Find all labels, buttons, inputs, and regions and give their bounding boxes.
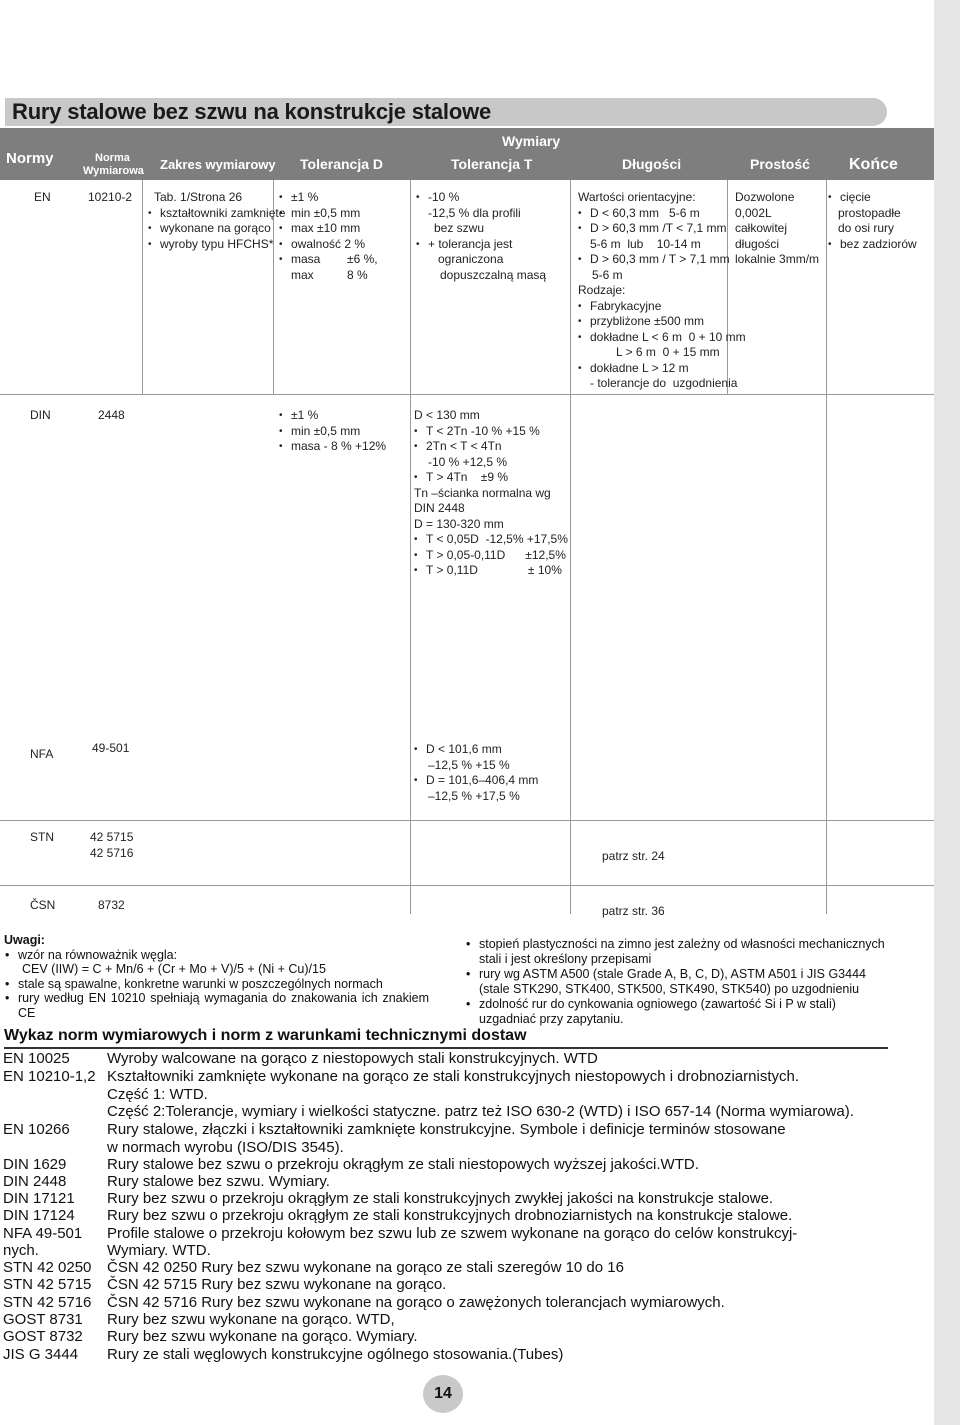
en-tol-d-item: • max ±10 mm (279, 221, 378, 237)
en-konce-item: • cięcie (828, 190, 917, 206)
standard-description: Profile stalowe o przekroju kołowym bez szwu lub ze szwem wykonane na gorąco do celów konstrukcyj- (107, 1225, 798, 1242)
din-tol-t-line: Tn –ścianka normalna wg (414, 485, 551, 500)
header-tol-t: Tolerancja T (451, 156, 533, 172)
en-dlugosci-item: • przybliżone ±500 mm (578, 314, 746, 330)
standard-code: EN 10266 (3, 1121, 70, 1138)
en-tol-t-line: ograniczona (438, 252, 504, 266)
en-dlugosci-line: 5-6 m (592, 267, 623, 282)
en-konce-item: • bez zadziorów (828, 237, 917, 253)
standard-description: Rury ze stali węglowych konstrukcyjne ogólnego stosowania.(Tubes) (107, 1346, 564, 1363)
standards-title: Wykaz norm wymiarowych i norm z warunkami technicznymi dostaw (4, 1027, 527, 1044)
din-tol-d (279, 408, 386, 455)
en-konce (828, 190, 917, 252)
standard-description: Rury stalowe bez szwu o przekroju okrągłym ze stali niestopowych wyższej jakości.WTD. (107, 1156, 699, 1173)
stn-note: patrz str. 24 (602, 849, 665, 863)
en-tol-d-item: • masa ±6 %, (279, 252, 378, 268)
side-bar (934, 0, 960, 1425)
stn-number-line: 42 5716 (90, 845, 134, 860)
standard-code: GOST 8731 (3, 1311, 83, 1328)
header-dlugosci: Długości (622, 156, 682, 172)
nfa-tol-t-line: –12,5 % +15 % (428, 757, 510, 772)
header-wymiary: Wymiary (502, 133, 561, 149)
notes-right (465, 937, 890, 1027)
standard-description: Rury bez szwu wykonane na gorąco. WTD, (107, 1311, 395, 1328)
header-wymiarowa: Wymiarowa (83, 165, 144, 177)
note-item: • rury według EN 10210 spełniają wymagania do znakowania ich znakiem CE (4, 991, 429, 1020)
standard-code: STN 42 5716 (3, 1294, 92, 1311)
standard-description: Rury stalowe bez szwu. Wymiary. (107, 1173, 330, 1190)
csn-note: patrz str. 36 (602, 904, 665, 918)
stn-number-line: 42 5715 (90, 830, 134, 844)
standard-code: EN 10210-1,2 (3, 1068, 96, 1085)
standard-description: Część 2:Tolerancje, wymiary i wielkości statyczne. patrz też ISO 630-2 (WTD) i ISO 657-14 (Norma wymiarowa). (107, 1103, 854, 1120)
standard-code: JIS G 3444 (3, 1346, 79, 1363)
standard-code: DIN 17124 (3, 1207, 75, 1224)
en-prostosc (735, 190, 819, 268)
nfa-tol-t-item: • D < 101,6 mm (414, 742, 538, 758)
csn-number: 8732 (98, 898, 125, 912)
en-dlugosci-item: • dokładne L > 12 m (578, 361, 746, 377)
standard-description: Wymiary. WTD. (107, 1242, 211, 1259)
din-tol-d-item: • masa - 8 % +12% (279, 439, 386, 455)
din-tol-t-line: D < 130 mm (414, 408, 480, 422)
standard-code: DIN 17121 (3, 1190, 75, 1207)
en-konce-line: prostopadłe (838, 205, 901, 220)
en-prostosc-line: całkowitej (735, 221, 788, 235)
en-dlugosci-line: Wartości orientacyjne: (578, 190, 696, 204)
standard-description: Rury bez szwu o przekroju okrągłym ze stali konstrukcyjnych drobnoziarnistych na konstrukcje stalowe. (107, 1207, 793, 1224)
note-item: • zdolność rur do cynkowania ogniowego (zawartość Si i P w stali) uzgadniać przy zapytaniu. (465, 997, 890, 1027)
standard-description: Rury bez szwu o przekroju okrągłym ze stali konstrukcyjnych zwykłej jakości na konstrukcje stalowe. (107, 1190, 774, 1207)
nfa-tol-t-item: • D = 101,6–406,4 mm (414, 773, 538, 789)
din-tol-t-item: • T < 0,05D -12,5% +17,5% (414, 532, 568, 548)
standard-code: STN 42 5715 (3, 1276, 92, 1293)
en-tol-t-item: • -10 % (416, 190, 546, 206)
en-tol-d-line: max 8 % (291, 267, 368, 282)
header-tol-d: Tolerancja D (300, 156, 383, 172)
note-item: • stale są spawalne, konkretne warunki w poszczególnych normach (4, 977, 429, 992)
en-dlugosci-item: • dokładne L < 6 m 0 + 10 mm (578, 330, 746, 346)
nfa-tol-t-line: –12,5 % +17,5 % (428, 788, 520, 803)
din-norm: DIN (30, 408, 51, 422)
din-tol-t-item: • T > 4Tn ±9 % (414, 470, 568, 486)
csn-norm: ČSN (30, 898, 56, 912)
en-prostosc-line: Dozwolone (735, 190, 795, 204)
grid-line (570, 180, 571, 914)
en-dlugosci-item: • D > 60,3 mm /T < 7,1 mm (578, 221, 746, 237)
en-zakres-line: Tab. 1/Strona 26 (154, 190, 243, 204)
en-tol-t-item: • + tolerancja jest (416, 237, 546, 253)
standard-description: Kształtowniki zamknięte wykonane na gorąco ze stali konstrukcyjnych niestopowych i drobnoziarnistych. (107, 1068, 799, 1085)
header-norma: Norma (95, 152, 130, 164)
din-number: 2448 (98, 408, 125, 422)
grid-line (0, 394, 934, 395)
standard-description: Część 1: WTD. (107, 1086, 208, 1103)
stn-norm: STN (30, 830, 54, 844)
nfa-norm: NFA (30, 747, 54, 761)
standard-code: STN 42 0250 (3, 1259, 92, 1276)
en-dlugosci-item: • D < 60,3 mm 5-6 m (578, 206, 746, 222)
notes-title: Uwagi: (4, 933, 45, 947)
note-formula: CEV (IIW) = C + Mn/6 + (Cr + Mo + V)/5 + (Ni + Cu)/15 (22, 962, 326, 976)
grid-line (410, 180, 411, 914)
en-konce-line: do osi rury (838, 221, 895, 235)
en-tol-d-item: • min ±0,5 mm (279, 206, 378, 222)
en-number: 10210-2 (88, 190, 133, 204)
din-tol-t-item: • T > 0,11D ± 10% (414, 563, 568, 579)
standard-code: nych. (3, 1242, 39, 1259)
en-zakres-item: • wykonane na gorąco (148, 221, 285, 237)
notes-left (4, 933, 429, 1020)
header-konce: Końce (849, 156, 898, 173)
en-dlugosci-line: 5-6 m lub 10-14 m (590, 236, 701, 251)
din-tol-d-item: • min ±0,5 mm (279, 424, 386, 440)
en-zakres (148, 190, 285, 252)
header-prostosc: Prostość (750, 156, 810, 172)
note-item: • rury wg ASTM A500 (stale Grade A, B, C, D), ASTM A501 i JIS G3444 (stale STK290, STK400, STK500, STK490, STK540) po uzgodnieniu (465, 967, 890, 997)
en-norm: EN (34, 190, 51, 204)
din-tol-t-item: • T > 0,05-0,11D ±12,5% (414, 548, 568, 564)
din-tol-t-line: D = 130-320 mm (414, 516, 504, 531)
grid-line (826, 180, 827, 914)
note-item: • wzór na równoważnik węgla: (4, 948, 429, 963)
en-prostosc-line: 0,002L (735, 205, 772, 220)
grid-line (0, 820, 934, 821)
en-tol-t (416, 190, 546, 283)
en-dlugosci-line: - tolerancje do uzgodnienia (590, 376, 738, 390)
standard-description: Rury bez szwu wykonane na gorąco. Wymiary. (107, 1328, 418, 1345)
divider (4, 1047, 888, 1049)
en-tol-d-item: • owalność 2 % (279, 237, 378, 253)
standard-description: ČSN 42 5715 Rury bez szwu wykonane na gorąco. (107, 1276, 447, 1293)
nfa-tol-t (414, 742, 538, 804)
en-dlugosci-line: Rodzaje: (578, 283, 626, 297)
standard-description: ČSN 42 0250 Rury bez szwu wykonane na gorąco ze stali szeregów 10 do 16 (107, 1259, 624, 1276)
en-dlugosci-item: • Fabrykacyjne (578, 299, 746, 315)
standard-description: Rury stalowe, złączki i kształtowniki zamknięte konstrukcyjne. Symbole i definicje terminów stosowane (107, 1121, 786, 1138)
din-tol-t-item: • 2Tn < T < 4Tn (414, 439, 568, 455)
standard-description: ČSN 42 5716 Rury bez szwu wykonane na gorąco o zawężonych tolerancjach wymiarowych. (107, 1294, 725, 1311)
standard-code: GOST 8732 (3, 1328, 83, 1345)
stn-number (90, 830, 133, 861)
standard-description: Wyroby walcowane na gorąco z niestopowych stali konstrukcyjnych. WTD (107, 1050, 598, 1067)
standard-code: DIN 2448 (3, 1173, 67, 1190)
din-tol-d-item: • ±1 % (279, 408, 386, 424)
en-dlugosci (578, 190, 746, 392)
en-dlugosci-item: • D > 60,3 mm / T > 7,1 mm (578, 252, 746, 268)
en-tol-t-line: bez szwu (434, 221, 485, 235)
en-tol-d (279, 190, 378, 283)
nfa-number: 49-501 (92, 741, 130, 755)
note-item: • stopień plastyczności na zimno jest zależny od własności mechanicznych stali i jest określony przepisami (465, 937, 890, 967)
en-tol-t-line: -12,5 % dla profili (428, 205, 521, 220)
en-zakres-item: • kształtowniki zamknięte (148, 206, 285, 222)
header-normy: Normy (6, 150, 54, 167)
din-tol-t-line: -10 % +12,5 % (428, 454, 508, 469)
standard-code: DIN 1629 (3, 1156, 67, 1173)
en-zakres-item: • wyroby typu HFCHS* (148, 237, 285, 253)
din-tol-t (414, 408, 568, 579)
en-tol-t-line: dopuszczalną masą (440, 267, 547, 282)
table-header (0, 128, 934, 180)
standard-code: NFA 49-501 (3, 1225, 83, 1242)
grid-line (0, 885, 934, 886)
standard-description: w normach wyrobu (ISO/DIS 3545). (107, 1139, 344, 1156)
en-prostosc-line: lokalnie 3mm/m (735, 252, 820, 266)
din-tol-t-item: • T < 2Tn -10 % +15 % (414, 424, 568, 440)
en-tol-d-item: • ±1 % (279, 190, 378, 206)
din-tol-t-line: DIN 2448 (414, 501, 465, 515)
standard-code: EN 10025 (3, 1050, 70, 1067)
grid-line (142, 180, 143, 394)
header-zakres: Zakres wymiarowy (160, 157, 276, 172)
page-number: 14 (423, 1375, 463, 1413)
page-title: Rury stalowe bez szwu na konstrukcje stalowe (12, 99, 492, 124)
en-dlugosci-line: L > 6 m 0 + 15 mm (616, 345, 720, 359)
en-prostosc-line: długości (735, 236, 780, 251)
